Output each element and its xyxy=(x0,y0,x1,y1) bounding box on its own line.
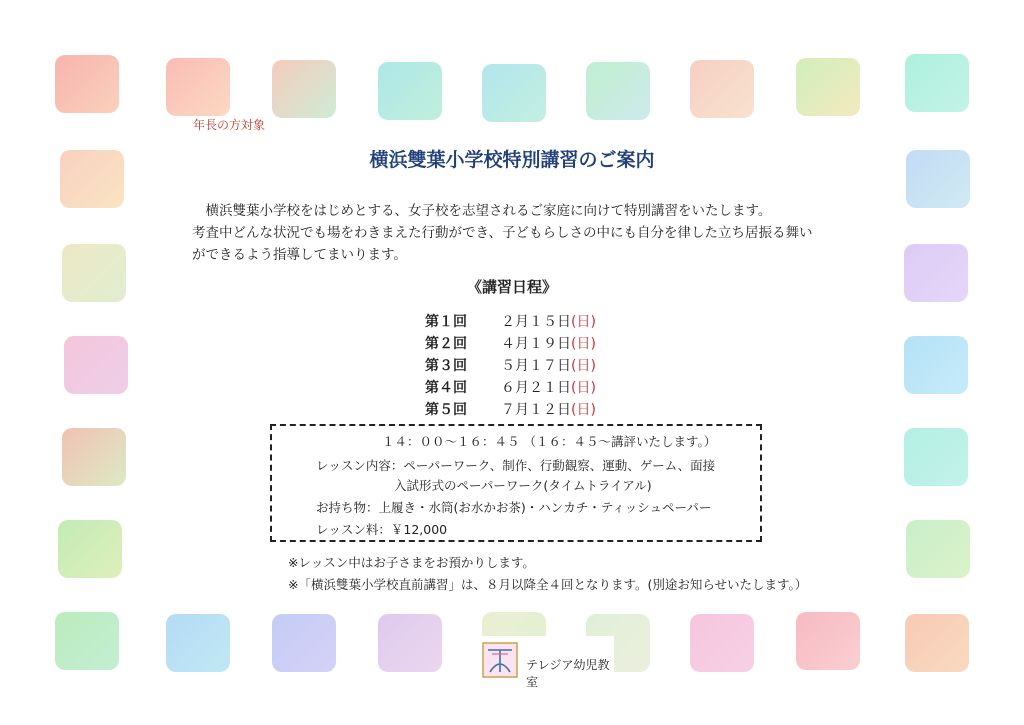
note-line: ※レッスン中はお子さまをお預かりします。 xyxy=(288,555,535,570)
lesson-content-format: 入試形式のペーパーワーク(タイムトライアル) xyxy=(394,478,652,493)
decor-tile xyxy=(690,60,754,118)
decor-tile xyxy=(272,614,336,672)
decor-tile xyxy=(378,614,442,672)
schedule-heading: 《講習日程》 xyxy=(466,278,557,296)
notes xyxy=(288,552,807,596)
decor-tile xyxy=(58,520,122,578)
items-to-bring: お持ち物：上履き・水筒(お水かお茶)・ハンカチ・ティッシュペーパー xyxy=(316,500,712,515)
note-line: ※「横浜雙葉小学校直前講習」は、８月以降全４回となります。(別途お知らせいたします。） xyxy=(288,577,808,592)
decor-tile xyxy=(690,614,754,672)
lesson-content: レッスン内容：ペーパーワーク、制作、行動観察、運動、ゲーム、面接 xyxy=(316,458,716,473)
school-name: テレジア幼児教室 xyxy=(526,658,610,689)
session-day: (日) xyxy=(571,402,596,418)
session-date: ７月１２日 xyxy=(501,402,571,418)
intro-line: 考査中どんな状況でも場をわきまえた行動ができ、子どもらしさの中にも自分を律した立ち居振る舞い xyxy=(192,225,813,241)
school-logo-block xyxy=(478,636,614,689)
decor-tile xyxy=(796,612,860,670)
decor-tile xyxy=(586,62,650,120)
session-date: ６月２１日 xyxy=(501,380,571,396)
session-number: 第４回 xyxy=(425,380,467,396)
intro-line: ができるよう指導してまいります。 xyxy=(192,247,407,263)
decor-tile xyxy=(378,62,442,120)
schedule-row xyxy=(425,354,596,376)
page-title: 横浜雙葉小学校特別講習のご案内 xyxy=(369,149,655,171)
intro-line: 横浜雙葉小学校をはじめとする、女子校を志望されるご家庭に向けて特別講習をいたします。 xyxy=(192,203,772,219)
session-day: (日) xyxy=(571,336,596,352)
decor-tile xyxy=(166,614,230,672)
decor-tile xyxy=(55,612,119,670)
schedule-row xyxy=(425,310,596,332)
session-number: 第２回 xyxy=(425,336,467,352)
decor-tile xyxy=(62,428,126,486)
decor-tile xyxy=(64,336,128,394)
session-number: 第３回 xyxy=(425,358,467,374)
session-number: 第１回 xyxy=(425,314,467,330)
decor-tile xyxy=(272,60,336,118)
decor-tile xyxy=(904,336,968,394)
schedule-row xyxy=(425,332,596,354)
decor-tile xyxy=(482,64,546,122)
session-date: ２月１５日 xyxy=(501,314,571,330)
schedule-list xyxy=(425,310,596,420)
school-logo-icon xyxy=(482,642,518,678)
decor-tile xyxy=(55,55,119,113)
decor-tile xyxy=(904,428,968,486)
session-day: (日) xyxy=(571,314,596,330)
intro-paragraph xyxy=(192,200,892,266)
schedule-row xyxy=(425,398,596,420)
decor-tile xyxy=(166,58,230,116)
target-audience-label: 年長の方対象 xyxy=(193,118,266,132)
decor-tile xyxy=(905,614,969,672)
session-date: ４月１９日 xyxy=(501,336,571,352)
lesson-fee: レッスン料：￥12,000 xyxy=(316,522,448,537)
session-date: ５月１７日 xyxy=(501,358,571,374)
session-day: (日) xyxy=(571,380,596,396)
schedule-row xyxy=(425,376,596,398)
lesson-time: １４：００〜１６：４５ （１６：４５〜講評いたします。） xyxy=(382,434,717,449)
decor-tile xyxy=(905,54,969,112)
lesson-details-box xyxy=(270,424,762,542)
decor-tile xyxy=(796,58,860,116)
decor-tile xyxy=(906,520,970,578)
session-day: (日) xyxy=(571,358,596,374)
session-number: 第５回 xyxy=(425,402,467,418)
